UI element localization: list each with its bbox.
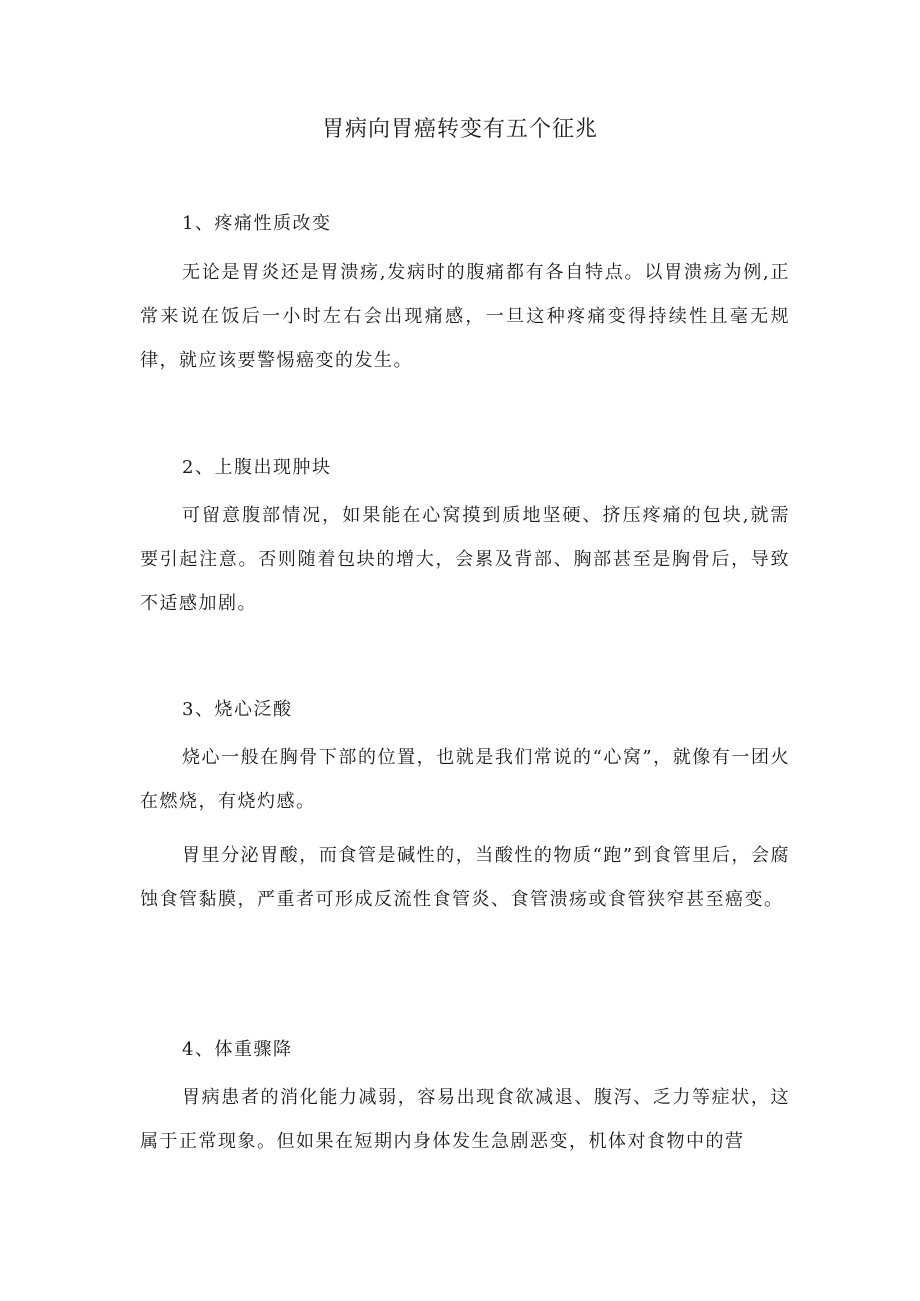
section-heading-1: 1、疼痛性质改变 <box>182 213 332 234</box>
section-1-paragraph-1: 无论是胃炎还是胃溃疡,发病时的腹痛都有各自特点。以胃溃疡为例,正常来说在饭后一小时左右会出现痛感，一旦这种疼痛变得持续性且毫无规律，就应该要警惕癌变的发生。 <box>140 262 790 371</box>
section-3-paragraph-2: 胃里分泌胃酸，而食管是碱性的，当酸性的物质“跑”到食管里后，会腐蚀食管黏膜，严重者可形成反流性食管炎、食管溃疡或食管狭窄甚至癌变。 <box>140 845 790 910</box>
section-heading-4: 4、体重骤降 <box>182 1039 293 1060</box>
section-3-paragraph-1: 烧心一般在胸骨下部的位置，也就是我们常说的“心窝”，就像有一团火在燃烧，有烧灼感。 <box>140 747 790 812</box>
section-heading-3: 3、烧心泛酸 <box>182 699 293 720</box>
section-heading-2: 2、上腹出现肿块 <box>182 457 332 478</box>
document-title: 胃病向胃癌转变有五个征兆 <box>321 117 598 142</box>
section-4-paragraph-1: 胃病患者的消化能力减弱，容易出现食欲减退、腹泻、乏力等症状，这属于正常现象。但如果在短期内身体发生急剧恶变，机体对食物中的营 <box>140 1087 790 1152</box>
section-2-paragraph-1: 可留意腹部情况，如果能在心窝摸到质地坚硬、挤压疼痛的包块,就需要引起注意。否则随着包块的增大，会累及背部、胸部甚至是胸骨后，导致不适感加剧。 <box>140 505 790 614</box>
